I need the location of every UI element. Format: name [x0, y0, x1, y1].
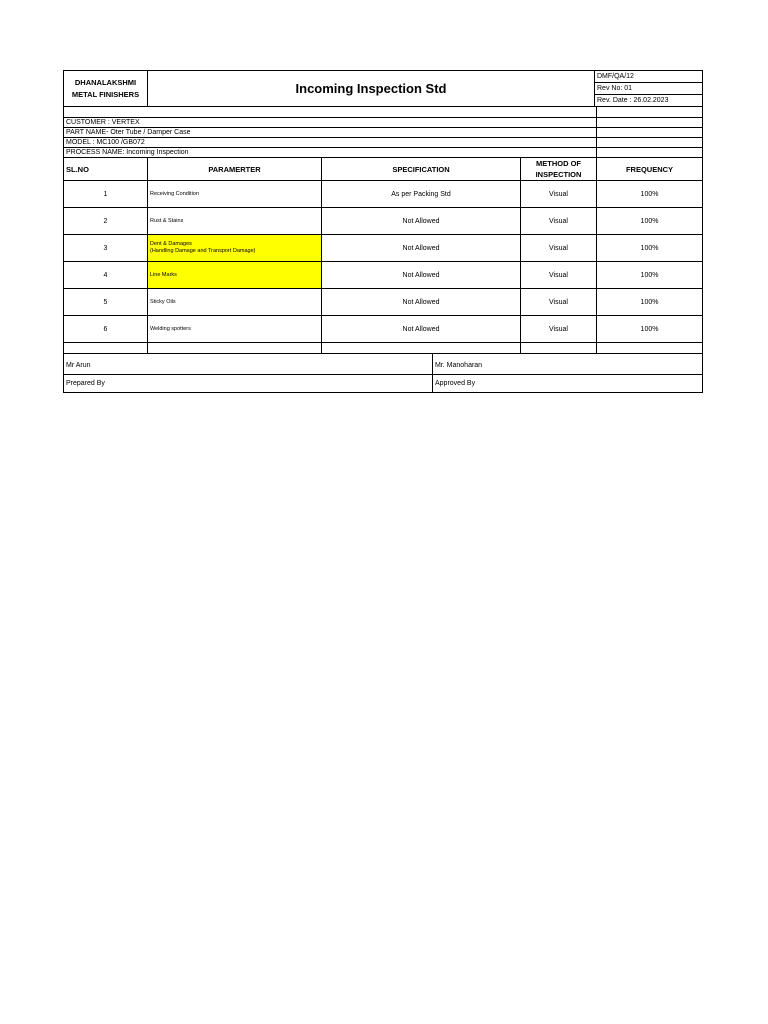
prepared-by-name: Mr Arun — [64, 354, 433, 375]
approved-by-name: Mr. Manoharan — [433, 354, 703, 375]
customer-field: CUSTOMER : VERTEX — [64, 118, 597, 128]
row-method: Visual — [521, 235, 597, 262]
header-table — [63, 70, 703, 107]
company-line1: DHANALAKSHMI — [74, 77, 137, 87]
col-slno: SL.NO — [64, 158, 148, 181]
col-parameter: PARAMERTER — [148, 158, 322, 181]
row-sl: 1 — [64, 181, 148, 208]
row-spec: As per Packing Std — [322, 181, 521, 208]
revision-number: Rev No: 01 — [595, 83, 703, 95]
row-freq: 100% — [597, 235, 703, 262]
prepared-by-label: Prepared By — [64, 375, 433, 393]
row-sl: 4 — [64, 262, 148, 289]
column-header-row — [64, 158, 703, 181]
row-sl: 6 — [64, 316, 148, 343]
process-name-field: PROCESS NAME: Incoming Inspection — [64, 148, 597, 158]
row-param: Rust & Stains — [148, 208, 322, 235]
col-method-line2: INSPECTION — [535, 170, 582, 179]
row-freq: 100% — [597, 181, 703, 208]
table-row — [64, 262, 703, 289]
row-method: Visual — [521, 208, 597, 235]
row-param: Receiving Condition — [148, 181, 322, 208]
table-row — [64, 181, 703, 208]
doc-number: DMF/QA/12 — [595, 71, 703, 83]
row-method: Visual — [521, 289, 597, 316]
row-sl: 3 — [64, 235, 148, 262]
row-param: Welding spotters — [148, 316, 322, 343]
col-frequency: FREQUENCY — [597, 158, 703, 181]
row-sl: 2 — [64, 208, 148, 235]
empty-row — [64, 343, 703, 354]
table-row — [64, 235, 703, 262]
table-row — [64, 208, 703, 235]
row-freq: 100% — [597, 208, 703, 235]
row-sl: 5 — [64, 289, 148, 316]
row-spec: Not Allowed — [322, 208, 521, 235]
row-param-line2: (Handling Damage and Transport Damage) — [150, 248, 256, 254]
col-method — [521, 158, 597, 181]
approved-by-label: Approved By — [433, 375, 703, 393]
company-name — [64, 71, 148, 107]
col-specification: SPECIFICATION — [322, 158, 521, 181]
main-table — [63, 106, 703, 354]
col-method-line1: METHOD OF — [536, 159, 581, 168]
model-field: MODEL : MC100 /GB072 — [64, 138, 597, 148]
row-freq: 100% — [597, 316, 703, 343]
inspection-sheet — [63, 70, 702, 393]
part-name-field: PART NAME- Oter Tube / Damper Case — [64, 128, 597, 138]
row-freq: 100% — [597, 289, 703, 316]
revision-date: Rev. Date : 26.02.2023 — [595, 95, 703, 107]
table-row — [64, 289, 703, 316]
row-method: Visual — [521, 262, 597, 289]
row-spec: Not Allowed — [322, 289, 521, 316]
signature-table — [63, 353, 703, 393]
row-freq: 100% — [597, 262, 703, 289]
row-param-highlighted — [148, 235, 322, 262]
row-spec: Not Allowed — [322, 262, 521, 289]
company-line2: METAL FINISHERS — [71, 89, 140, 99]
row-spec: Not Allowed — [322, 235, 521, 262]
row-spec: Not Allowed — [322, 316, 521, 343]
row-param-line1: Dent & Damages — [150, 241, 192, 247]
row-param-highlighted: Line Marks — [148, 262, 322, 289]
row-method: Visual — [521, 316, 597, 343]
row-method: Visual — [521, 181, 597, 208]
document-title: Incoming Inspection Std — [148, 71, 595, 107]
row-param: Sticky Oils — [148, 289, 322, 316]
table-row — [64, 316, 703, 343]
